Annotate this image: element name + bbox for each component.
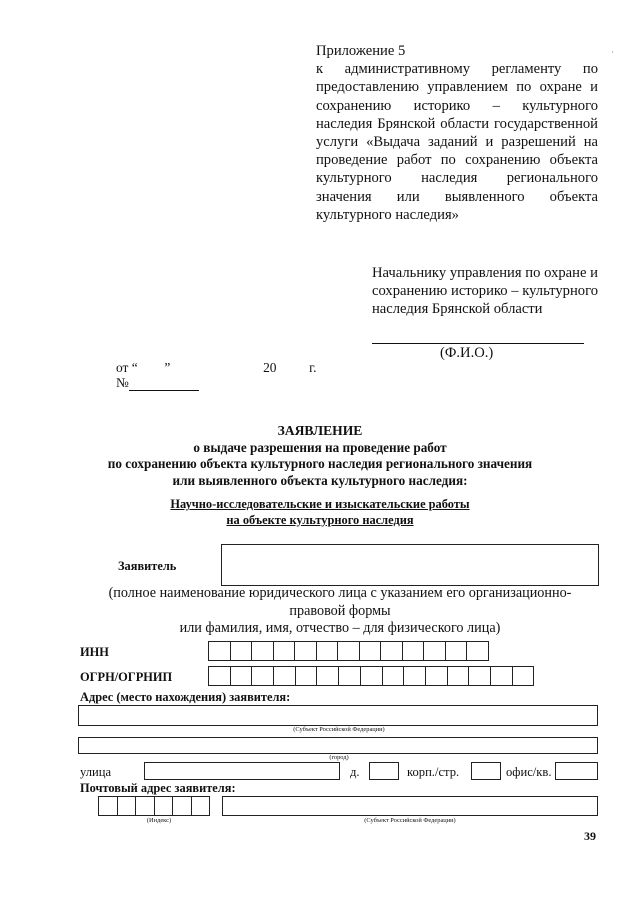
work-type — [0, 497, 640, 528]
char-cell[interactable] — [273, 666, 296, 686]
char-cell[interactable] — [466, 641, 489, 661]
document-heading: ЗАЯВЛЕНИЕ — [277, 423, 363, 438]
appendix-title: Приложение 5 — [316, 43, 406, 59]
char-cell[interactable] — [295, 666, 318, 686]
street-input[interactable] — [144, 762, 340, 780]
date-year-suffix: г. — [309, 360, 317, 375]
fio-caption: (Ф.И.О.) — [440, 345, 494, 361]
appendix-text: к административному регламенту по предоставлению управлением по охране и сохранению историко – культурного наследия Брянской области государственной услуги «Выдача заданий и разрешений на проведение работ по сохранению объекта культурного наследия регионального значения или выявленного объекта культурного наследия» — [316, 61, 598, 223]
char-cell[interactable] — [98, 796, 118, 816]
date-row — [116, 360, 317, 376]
addressee: Начальнику управления по охране и сохранению историко – культурного наследия Брянской области — [372, 265, 598, 318]
char-cell[interactable] — [382, 666, 405, 686]
char-cell[interactable] — [490, 666, 513, 686]
char-cell[interactable] — [230, 641, 253, 661]
char-cell[interactable] — [425, 666, 448, 686]
char-cell[interactable] — [191, 796, 211, 816]
building-label: корп./стр. — [407, 765, 460, 779]
applicant-note-3: или фамилия, имя, отчество – для физического лица) — [179, 620, 501, 637]
fio-signature-line[interactable] — [372, 343, 584, 344]
char-cell[interactable] — [273, 641, 296, 661]
number-row — [116, 375, 199, 391]
number-label: № — [116, 375, 129, 390]
char-cell[interactable] — [423, 641, 446, 661]
postal-label: Почтовый адрес заявителя: — [80, 781, 236, 795]
char-cell[interactable] — [337, 641, 360, 661]
applicant-note — [60, 585, 620, 638]
applicant-input[interactable] — [221, 544, 599, 586]
address-label: Адрес (место нахождения) заявителя: — [80, 690, 291, 704]
char-cell[interactable] — [251, 666, 274, 686]
char-cell[interactable] — [154, 796, 174, 816]
char-cell[interactable] — [512, 666, 535, 686]
date-close-quote: ” — [164, 360, 171, 375]
char-cell[interactable] — [251, 641, 274, 661]
document-subtitle — [0, 440, 640, 489]
page-number: 39 — [584, 829, 596, 843]
office-input[interactable] — [555, 762, 598, 780]
address-city-input[interactable] — [78, 737, 598, 754]
postal-index-input[interactable] — [99, 796, 210, 816]
address-city-caption: (город) — [329, 754, 349, 761]
postal-index-caption: (Индекс) — [146, 817, 172, 824]
subtitle-line-2: по сохранению объекта культурного наследия регионального значения — [107, 456, 533, 472]
char-cell[interactable] — [208, 641, 231, 661]
char-cell[interactable] — [172, 796, 192, 816]
date-from: от “ — [116, 360, 138, 375]
ogrn-label: ОГРН/ОГРНИП — [80, 670, 173, 684]
char-cell[interactable] — [316, 666, 339, 686]
inn-input[interactable] — [209, 641, 489, 661]
char-cell[interactable] — [359, 641, 382, 661]
char-cell[interactable] — [380, 641, 403, 661]
work-type-line-1: Научно-исследовательские и изыскательские работы — [170, 497, 470, 511]
applicant-label: Заявитель — [118, 559, 177, 573]
char-cell[interactable] — [338, 666, 361, 686]
building-input[interactable] — [471, 762, 501, 780]
inn-label: ИНН — [80, 645, 109, 659]
postal-subject-caption: (Субъект Российской Федерации) — [364, 817, 456, 824]
work-type-line-2: на объекте культурного наследия — [226, 512, 414, 527]
char-cell[interactable] — [447, 666, 470, 686]
subtitle-line-3: или выявленного объекта культурного наследия: — [172, 472, 468, 488]
number-blank[interactable] — [129, 378, 199, 391]
office-label: офис/кв. — [506, 765, 552, 779]
address-subject-input[interactable] — [78, 705, 598, 726]
char-cell[interactable] — [230, 666, 253, 686]
ogrn-input[interactable] — [209, 666, 534, 686]
char-cell[interactable] — [135, 796, 155, 816]
char-cell[interactable] — [403, 666, 426, 686]
char-cell[interactable] — [402, 641, 425, 661]
scan-mark: · — [611, 47, 614, 57]
char-cell[interactable] — [294, 641, 317, 661]
subtitle-line-1: о выдаче разрешения на проведение работ — [193, 440, 447, 455]
date-year: 20 — [263, 360, 277, 375]
appendix-block — [316, 42, 598, 224]
house-label: д. — [350, 765, 360, 779]
char-cell[interactable] — [445, 641, 468, 661]
applicant-note-2: правовой формы — [289, 602, 391, 619]
char-cell[interactable] — [468, 666, 491, 686]
house-input[interactable] — [369, 762, 399, 780]
street-label: улица — [80, 765, 112, 779]
char-cell[interactable] — [316, 641, 339, 661]
applicant-note-1: (полное наименование юридического лица с указанием его организационно- — [108, 585, 572, 601]
address-subject-caption: (Субъект Российской Федерации) — [293, 726, 385, 733]
char-cell[interactable] — [360, 666, 383, 686]
postal-subject-input[interactable] — [222, 796, 598, 816]
char-cell[interactable] — [208, 666, 231, 686]
char-cell[interactable] — [117, 796, 137, 816]
